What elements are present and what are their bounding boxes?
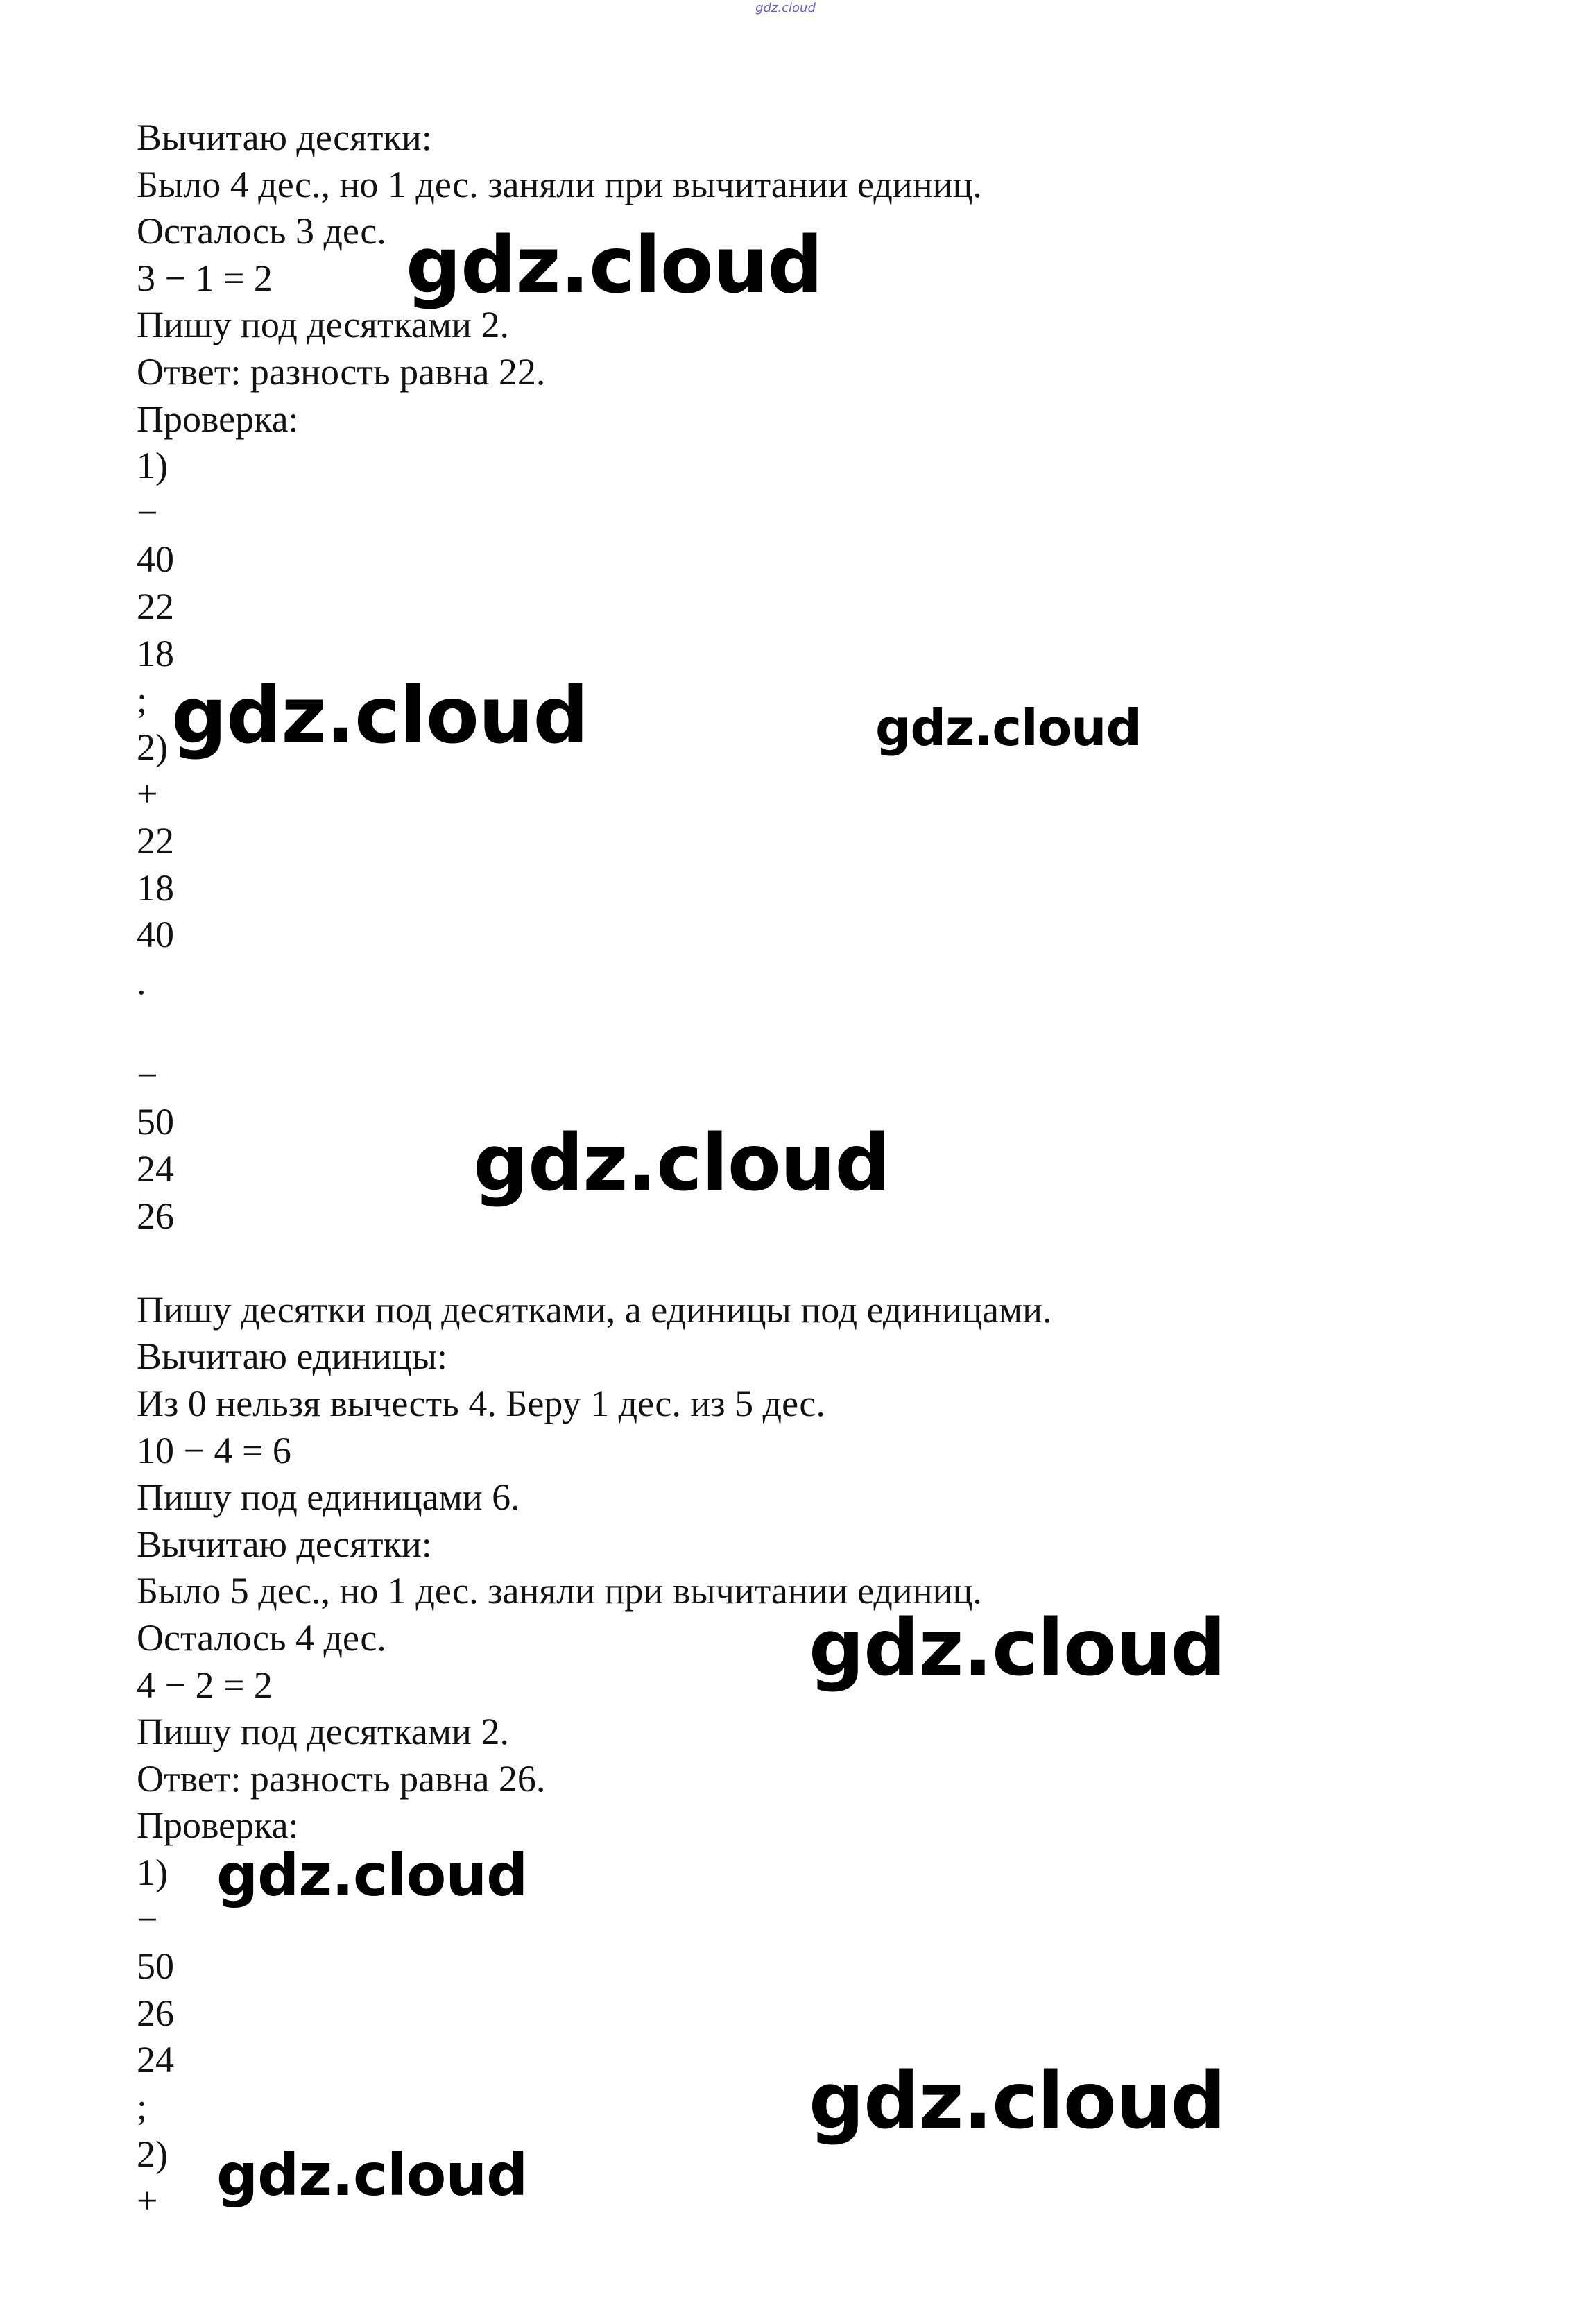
- text-line: Из 0 нельзя вычесть 4. Беру 1 дес. из 5 дес.: [137, 1383, 825, 1425]
- text-line: Ответ: разность равна 26.: [137, 1757, 546, 1800]
- header-watermark: gdz.cloud: [755, 1, 816, 15]
- text-line: 3 − 1 = 2: [137, 257, 273, 299]
- watermark: gdz.cloud: [809, 1603, 1226, 1693]
- text-line: ;: [137, 679, 148, 721]
- text-line: 2): [137, 2133, 168, 2175]
- text-line: +: [137, 773, 158, 815]
- text-line: +: [137, 2180, 158, 2222]
- text-line: Пишу десятки под десятками, а единицы под единицами.: [137, 1288, 1052, 1331]
- watermark: gdz.cloud: [216, 2141, 528, 2209]
- text-line: 2): [137, 726, 168, 768]
- watermark: gdz.cloud: [809, 2056, 1226, 2146]
- blank-line: [137, 1240, 1052, 1287]
- blank-line: [137, 1005, 1052, 1052]
- text-line: ;: [137, 2085, 148, 2128]
- text-line: Вычитаю десятки:: [137, 1523, 432, 1565]
- text-line: Осталось 4 дес.: [137, 1617, 386, 1659]
- text-line: .: [137, 960, 146, 1002]
- watermark: gdz.cloud: [216, 1841, 528, 1909]
- watermark: gdz.cloud: [875, 699, 1141, 757]
- watermark: gdz.cloud: [473, 1118, 890, 1208]
- text-line: 40: [137, 538, 174, 581]
- text-line: 40: [137, 914, 174, 956]
- text-line: 10 − 4 = 6: [137, 1429, 291, 1471]
- text-line: Пишу под десятками 2.: [137, 1711, 509, 1753]
- text-line: −: [137, 1054, 158, 1096]
- text-line: 1): [137, 445, 168, 487]
- text-line: Проверка:: [137, 398, 299, 440]
- text-line: Проверка:: [137, 1804, 299, 1847]
- text-line: 26: [137, 1992, 174, 2034]
- text-line: Было 5 дес., но 1 дес. заняли при вычитании единиц.: [137, 1570, 982, 1612]
- text-line: −: [137, 491, 158, 533]
- text-line: Ответ: разность равна 22.: [137, 350, 546, 393]
- text-line: 26: [137, 1195, 174, 1237]
- text-line: 50: [137, 1101, 174, 1143]
- text-line: 24: [137, 2039, 174, 2081]
- watermark: gdz.cloud: [171, 671, 588, 761]
- text-line: 22: [137, 585, 174, 627]
- text-line: Пишу под десятками 2.: [137, 304, 509, 346]
- text-line: Было 4 дес., но 1 дес. заняли при вычитании единиц.: [137, 163, 982, 205]
- watermark: gdz.cloud: [406, 221, 823, 311]
- text-line: 18: [137, 866, 174, 909]
- text-line: 18: [137, 632, 174, 674]
- text-line: 1): [137, 1851, 168, 1893]
- text-line: Осталось 3 дес.: [137, 210, 386, 253]
- text-line: 50: [137, 1945, 174, 1988]
- text-line: 24: [137, 1148, 174, 1190]
- text-line: Вычитаю единицы:: [137, 1335, 448, 1378]
- text-line: Пишу под единицами 6.: [137, 1476, 520, 1519]
- text-line: 4 − 2 = 2: [137, 1664, 273, 1706]
- text-line: Вычитаю десятки:: [137, 117, 432, 158]
- text-line: −: [137, 1898, 158, 1940]
- text-line: 22: [137, 819, 174, 862]
